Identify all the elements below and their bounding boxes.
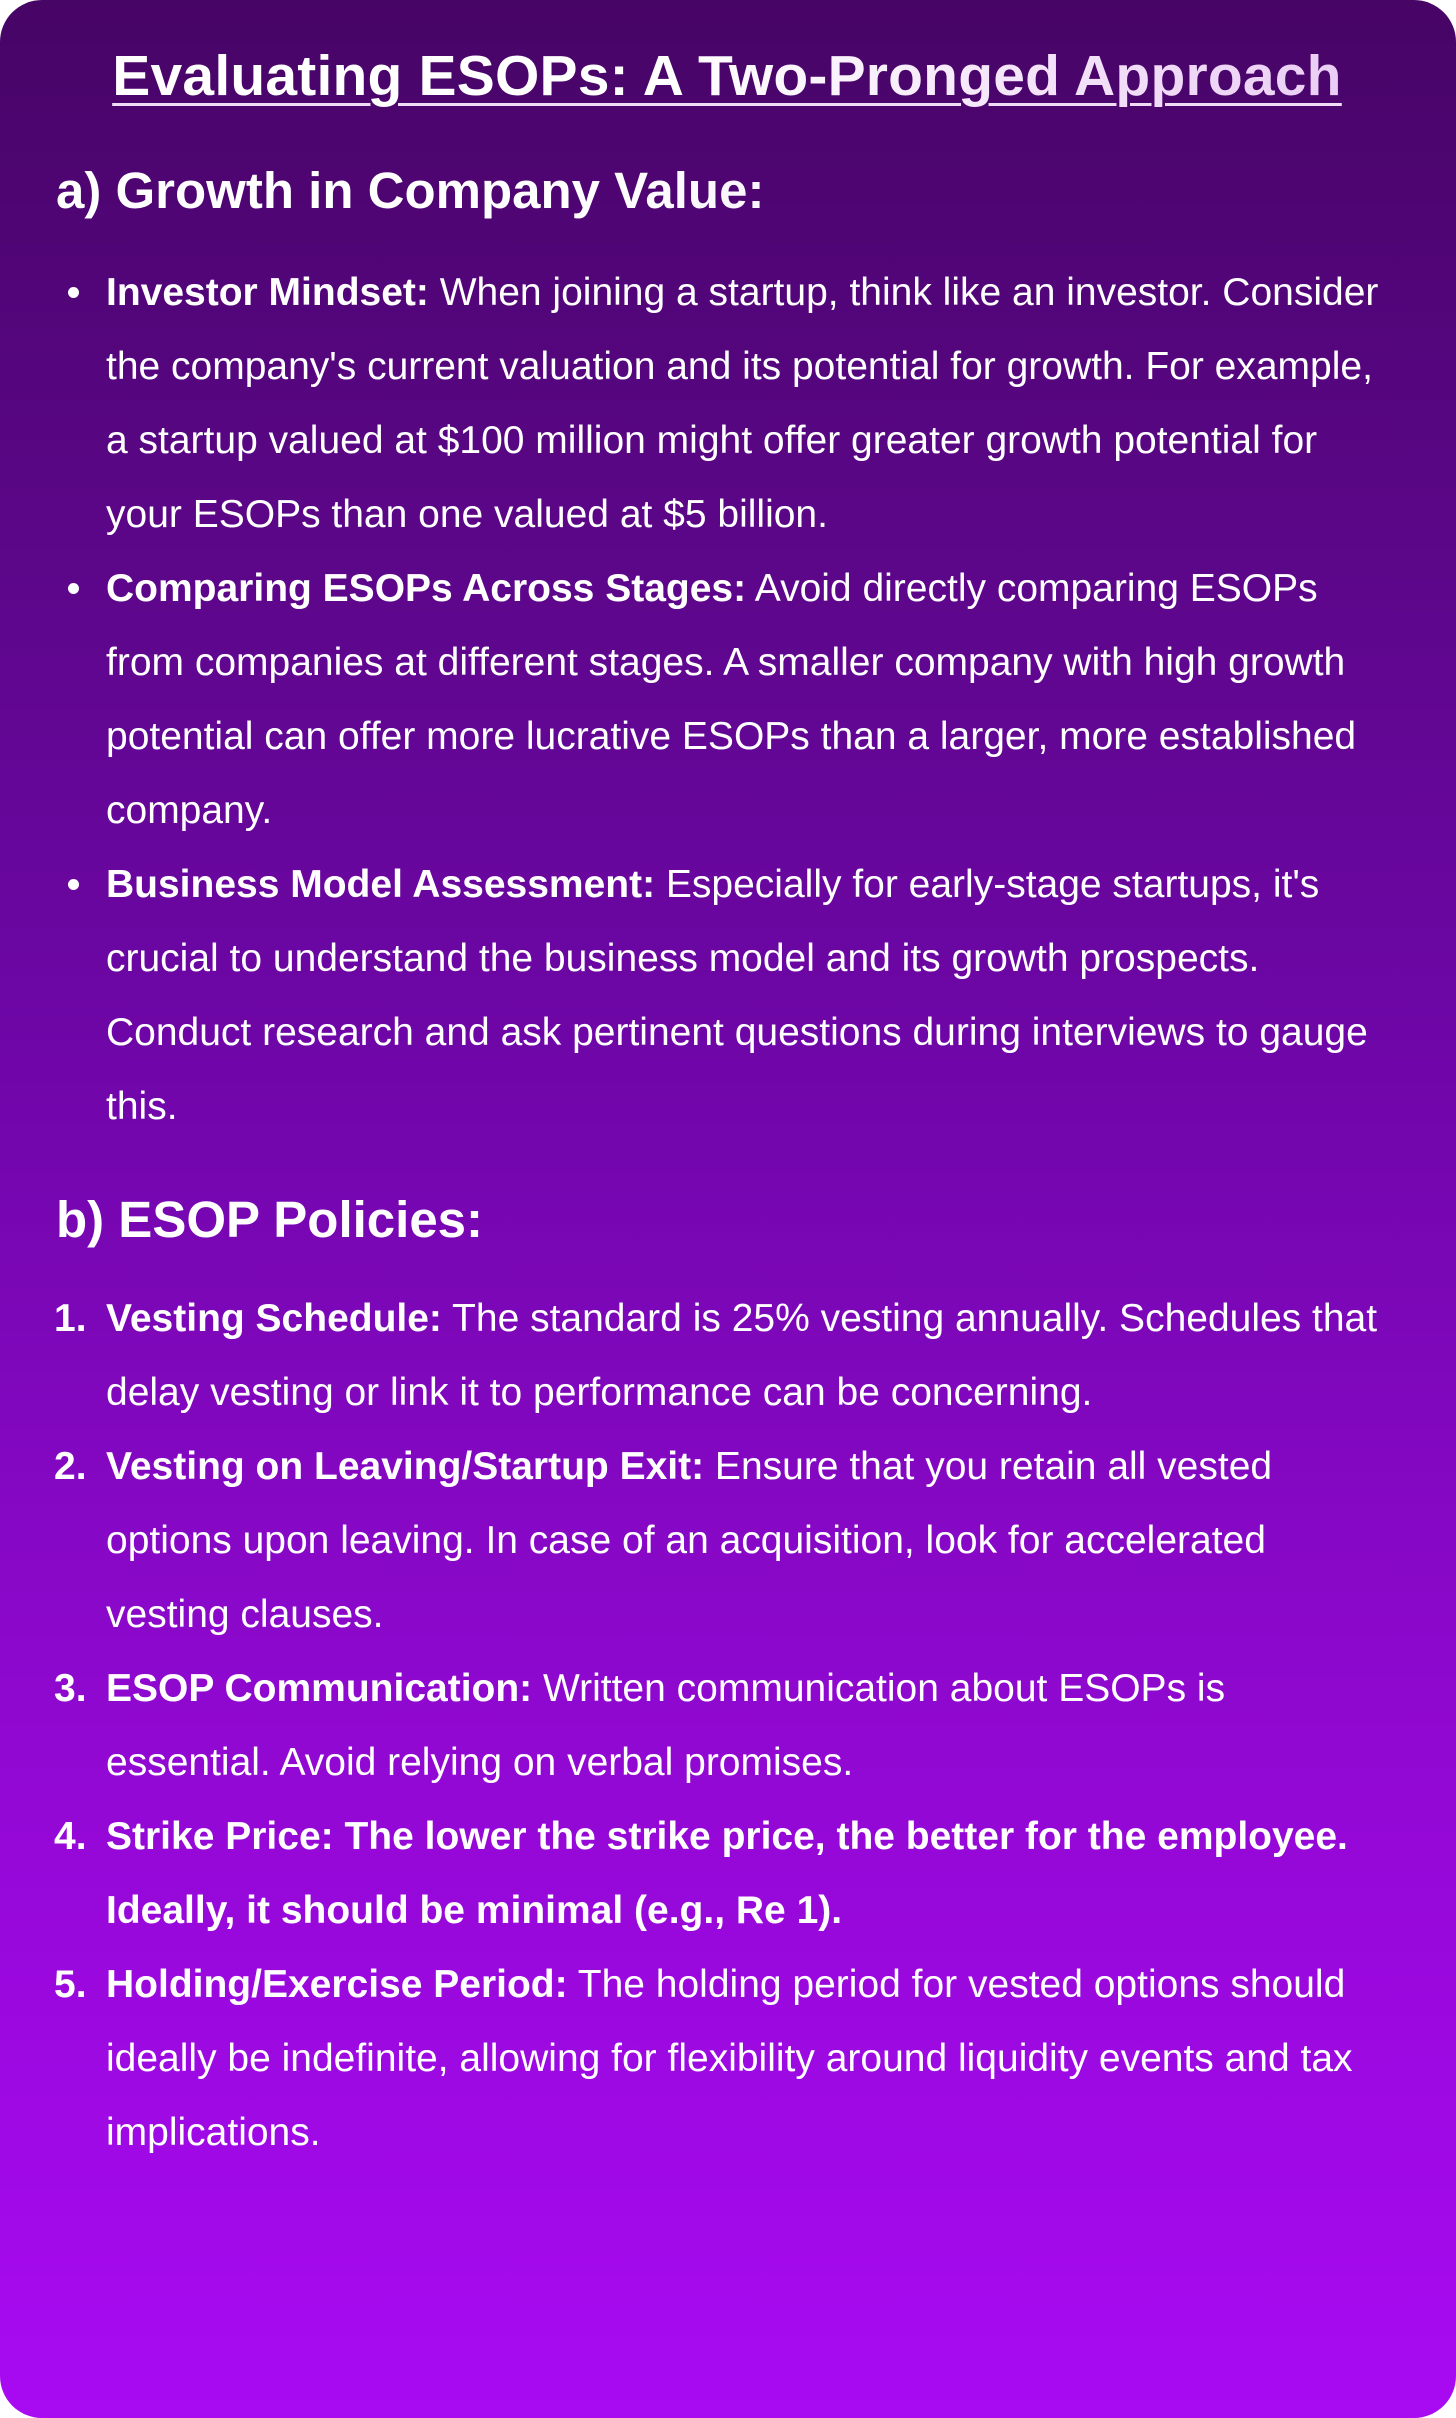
policy-term: Vesting on Leaving/Startup Exit: — [106, 1445, 705, 1488]
policy-text: The standard is 25% vesting annually. Schedules that delay vesting or link it to performance can be concerning. — [106, 1297, 1378, 1414]
policy-item-strike-price — [56, 1800, 1398, 1948]
policy-text: Written communication about ESOPs is essential. Avoid relying on verbal promises. — [106, 1667, 1226, 1784]
bullet-item-business-model — [56, 848, 1398, 1144]
section-b-heading: b) ESOP Policies: — [56, 1191, 484, 1248]
policy-text: The lower the strike price, the better for the employee. Ideally, it should be minimal (e.g., Re 1). — [106, 1815, 1348, 1932]
policy-term: Strike Price: — [106, 1815, 334, 1858]
bullet-dot-icon — [68, 879, 79, 890]
section-growth-in-company-value — [56, 159, 1398, 1144]
bullet-item-investor-mindset — [56, 256, 1398, 552]
bullet-dot-icon — [68, 583, 79, 594]
page-title: Evaluating ESOPs: A Two-Pronged Approach — [56, 0, 1398, 112]
growth-bullet-list — [56, 256, 1398, 1144]
item-number: 3. — [54, 1667, 87, 1710]
policy-item-holding-period — [56, 1948, 1398, 2170]
item-number: 2. — [54, 1445, 87, 1488]
policy-item-vesting-schedule — [56, 1282, 1398, 1430]
policy-item-esop-communication — [56, 1652, 1398, 1800]
item-number: 4. — [54, 1815, 87, 1858]
bullet-term: Investor Mindset: — [106, 271, 429, 314]
bullet-text: When joining a startup, think like an investor. Consider the company's current valuation and its potential for growth. For example, a startup valued at $100 million might offer greater growth potential for your ESOPs than one valued at $5 billion. — [106, 271, 1379, 536]
policy-text: The holding period for vested options should ideally be indefinite, allowing for flexibility around liquidity events and tax implications. — [106, 1963, 1353, 2154]
policy-text: Ensure that you retain all vested options upon leaving. In case of an acquisition, look for accelerated vesting clauses. — [106, 1445, 1273, 1636]
policy-term: Vesting Schedule: — [106, 1297, 442, 1340]
item-number: 5. — [54, 1963, 87, 2006]
policy-term: ESOP Communication: — [106, 1667, 533, 1710]
policy-term: Holding/Exercise Period: — [106, 1963, 568, 2006]
bullet-text: Especially for early-stage startups, it's crucial to understand the business model and its growth prospects. Conduct research and ask pertinent questions during interviews to gauge this. — [106, 863, 1368, 1128]
section-a-heading: a) Growth in Company Value: — [56, 159, 1398, 223]
policies-numbered-list — [56, 1282, 1398, 2170]
bullet-item-comparing-esops — [56, 552, 1398, 848]
section-esop-policies — [56, 1188, 1398, 2170]
bullet-dot-icon — [68, 287, 79, 298]
bullet-term: Business Model Assessment: — [106, 863, 656, 906]
policy-item-vesting-on-leaving — [56, 1430, 1398, 1652]
bullet-text: Avoid directly comparing ESOPs from companies at different stages. A smaller company with high growth potential can offer more lucrative ESOPs than a larger, more established company. — [106, 567, 1357, 832]
bullet-term: Comparing ESOPs Across Stages: — [106, 567, 747, 610]
item-number: 1. — [54, 1297, 87, 1340]
